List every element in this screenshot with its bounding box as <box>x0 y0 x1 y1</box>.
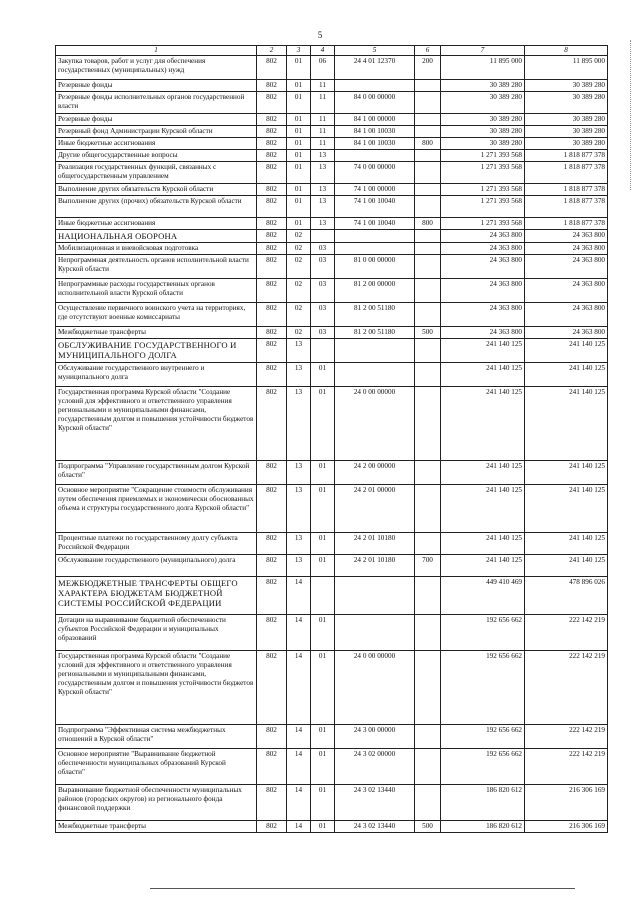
cell-section: 13 <box>287 533 311 555</box>
cell-amount-2: 1 818 877 378 <box>525 150 608 162</box>
cell-amount-1: 30 389 280 <box>441 80 525 92</box>
cell-subsection: 13 <box>311 162 335 184</box>
table-row <box>56 785 608 821</box>
cell-expense-type <box>415 80 441 92</box>
cell-glav: 802 <box>257 114 287 126</box>
cell-subsection: 01 <box>311 461 335 485</box>
table-row <box>56 387 608 461</box>
cell-name: Процентные платежи по государственному долгу субъекта Российской Федерации <box>56 533 257 555</box>
cell-amount-2: 1 818 877 378 <box>525 184 608 196</box>
cell-name: Резервный фонд Администрации Курской области <box>56 126 257 138</box>
cell-target-article: 81 2 00 00000 <box>335 279 415 303</box>
table-row <box>56 651 608 725</box>
header-col-8: 8 <box>525 46 608 56</box>
cell-glav: 802 <box>257 255 287 279</box>
cell-subsection <box>311 577 335 615</box>
cell-amount-1: 192 656 662 <box>441 651 525 725</box>
cell-target-article: 74 1 00 00000 <box>335 184 415 196</box>
cell-amount-1: 192 656 662 <box>441 749 525 785</box>
cell-subsection: 13 <box>311 218 335 230</box>
cell-glav: 802 <box>257 243 287 255</box>
cell-amount-2: 24 363 800 <box>525 327 608 339</box>
table-row <box>56 279 608 303</box>
cell-target-article: 24 2 00 00000 <box>335 461 415 485</box>
cell-amount-2: 222 142 219 <box>525 651 608 725</box>
table-row <box>56 138 608 150</box>
cell-target-article: 84 1 00 00000 <box>335 114 415 126</box>
cell-expense-type <box>415 255 441 279</box>
cell-target-article <box>335 339 415 363</box>
cell-name: Закупка товаров, работ и услуг для обеспечения государственных (муниципальных) нужд <box>56 56 257 80</box>
cell-amount-1: 30 389 280 <box>441 114 525 126</box>
cell-name: Резервные фонды <box>56 80 257 92</box>
cell-name: Иные бюджетные ассигнования <box>56 138 257 150</box>
cell-target-article: 74 1 00 10040 <box>335 196 415 218</box>
cell-expense-type <box>415 243 441 255</box>
cell-glav: 802 <box>257 577 287 615</box>
cell-section: 14 <box>287 821 311 833</box>
cell-expense-type <box>415 387 441 461</box>
cell-name: Подпрограмма "Эффективная система межбюджетных отношений в Курской области" <box>56 725 257 749</box>
cell-target-article: 74 0 00 00000 <box>335 162 415 184</box>
cell-target-article: 84 0 00 00000 <box>335 92 415 114</box>
cell-glav: 802 <box>257 725 287 749</box>
cell-subsection: 13 <box>311 150 335 162</box>
cell-amount-1: 24 363 800 <box>441 327 525 339</box>
cell-subsection: 03 <box>311 327 335 339</box>
cell-subsection: 11 <box>311 126 335 138</box>
cell-glav: 802 <box>257 279 287 303</box>
cell-expense-type <box>415 533 441 555</box>
cell-amount-2: 24 363 800 <box>525 243 608 255</box>
cell-glav: 802 <box>257 92 287 114</box>
table-row <box>56 243 608 255</box>
cell-section: 01 <box>287 126 311 138</box>
cell-target-article <box>335 363 415 387</box>
cell-section: 01 <box>287 92 311 114</box>
cell-amount-1: 241 140 125 <box>441 485 525 533</box>
cell-amount-2: 1 818 877 378 <box>525 218 608 230</box>
cell-expense-type <box>415 339 441 363</box>
cell-name: Обслуживание государственного (муниципального) долга <box>56 555 257 577</box>
cell-amount-1: 241 140 125 <box>441 533 525 555</box>
cell-expense-type <box>415 92 441 114</box>
cell-amount-1: 30 389 280 <box>441 92 525 114</box>
cell-amount-1: 241 140 125 <box>441 555 525 577</box>
cell-target-article <box>335 80 415 92</box>
cell-amount-1: 241 140 125 <box>441 339 525 363</box>
cell-section: 02 <box>287 279 311 303</box>
cell-amount-2: 1 818 877 378 <box>525 196 608 218</box>
cell-glav: 802 <box>257 821 287 833</box>
table-row <box>56 114 608 126</box>
cell-glav: 802 <box>257 651 287 725</box>
cell-amount-2: 24 363 800 <box>525 279 608 303</box>
cell-glav: 802 <box>257 327 287 339</box>
cell-glav: 802 <box>257 363 287 387</box>
cell-glav: 802 <box>257 162 287 184</box>
cell-name: ОБСЛУЖИВАНИЕ ГОСУДАРСТВЕННОГО И МУНИЦИПАЛЬНОГО ДОЛГА <box>56 339 257 363</box>
cell-amount-2: 241 140 125 <box>525 555 608 577</box>
cell-subsection: 01 <box>311 363 335 387</box>
cell-amount-2: 30 389 280 <box>525 80 608 92</box>
cell-name: Выполнение других обязательств Курской области <box>56 184 257 196</box>
page-number: 5 <box>317 30 323 40</box>
cell-amount-1: 241 140 125 <box>441 387 525 461</box>
cell-expense-type <box>415 184 441 196</box>
cell-subsection: 01 <box>311 651 335 725</box>
cell-amount-1: 1 271 393 568 <box>441 162 525 184</box>
cell-amount-2: 216 306 169 <box>525 821 608 833</box>
table-row <box>56 725 608 749</box>
table-body <box>56 56 608 833</box>
cell-subsection <box>311 230 335 243</box>
cell-glav: 802 <box>257 218 287 230</box>
header-col-5: 5 <box>335 46 415 56</box>
cell-name: Основное мероприятие "Сокращение стоимости обслуживания путем обеспечения приемлемых и экономически обоснованных объема и структуры государственного долга Курской области" <box>56 485 257 533</box>
cell-name: Подпрограмма "Управление государственным долгом Курской области" <box>56 461 257 485</box>
cell-expense-type: 500 <box>415 821 441 833</box>
cell-subsection: 11 <box>311 138 335 150</box>
cell-name: МЕЖБЮДЖЕТНЫЕ ТРАНСФЕРТЫ ОБЩЕГО ХАРАКТЕРА БЮДЖЕТАМ БЮДЖЕТНОЙ СИСТЕМЫ РОССИЙСКОЙ ФЕДЕРАЦИИ <box>56 577 257 615</box>
cell-expense-type <box>415 230 441 243</box>
table-row <box>56 363 608 387</box>
cell-subsection: 01 <box>311 387 335 461</box>
table-row <box>56 162 608 184</box>
cell-expense-type <box>415 485 441 533</box>
table-row <box>56 555 608 577</box>
cell-name: Реализация государственных функций, связанных с общегосударственным управлением <box>56 162 257 184</box>
cell-subsection: 11 <box>311 80 335 92</box>
cell-glav: 802 <box>257 387 287 461</box>
table-row <box>56 485 608 533</box>
header-col-1: 1 <box>56 46 257 56</box>
cell-section: 14 <box>287 651 311 725</box>
cell-subsection: 06 <box>311 56 335 80</box>
cell-target-article: 24 2 01 10180 <box>335 533 415 555</box>
cell-section: 02 <box>287 303 311 327</box>
cell-subsection: 03 <box>311 243 335 255</box>
header-col-2: 2 <box>257 46 287 56</box>
table-row <box>56 749 608 785</box>
cell-amount-2: 24 363 800 <box>525 230 608 243</box>
header-col-4: 4 <box>311 46 335 56</box>
cell-section: 01 <box>287 196 311 218</box>
cell-target-article: 24 3 00 00000 <box>335 725 415 749</box>
cell-subsection: 11 <box>311 114 335 126</box>
cell-expense-type <box>415 577 441 615</box>
cell-expense-type <box>415 303 441 327</box>
cell-name: Другие общегосударственные вопросы <box>56 150 257 162</box>
cell-target-article: 24 2 01 10180 <box>335 555 415 577</box>
table-row <box>56 255 608 279</box>
cell-expense-type <box>415 363 441 387</box>
cell-section: 02 <box>287 230 311 243</box>
cell-target-article <box>335 230 415 243</box>
cell-subsection: 01 <box>311 555 335 577</box>
cell-name: Резервные фонды исполнительных органов государственной власти <box>56 92 257 114</box>
cell-section: 02 <box>287 327 311 339</box>
cell-expense-type <box>415 114 441 126</box>
cell-name: НАЦИОНАЛЬНАЯ ОБОРОНА <box>56 230 257 243</box>
cell-subsection: 01 <box>311 533 335 555</box>
cell-glav: 802 <box>257 615 287 651</box>
cell-glav: 802 <box>257 555 287 577</box>
cell-amount-1: 241 140 125 <box>441 461 525 485</box>
cell-amount-2: 241 140 125 <box>525 339 608 363</box>
cell-amount-2: 30 389 280 <box>525 114 608 126</box>
cell-amount-1: 1 271 393 568 <box>441 150 525 162</box>
cell-glav: 802 <box>257 339 287 363</box>
cell-subsection: 03 <box>311 279 335 303</box>
cell-glav: 802 <box>257 303 287 327</box>
cell-target-article: 24 0 00 00000 <box>335 387 415 461</box>
cell-amount-2: 222 142 219 <box>525 749 608 785</box>
cell-amount-2: 478 896 026 <box>525 577 608 615</box>
cell-section: 01 <box>287 162 311 184</box>
cell-amount-1: 1 271 393 568 <box>441 184 525 196</box>
header-col-7: 7 <box>441 46 525 56</box>
cell-name: Дотации на выравнивание бюджетной обеспеченности субъектов Российской Федерации и муниципальных образований <box>56 615 257 651</box>
cell-expense-type: 700 <box>415 555 441 577</box>
cell-subsection: 01 <box>311 725 335 749</box>
cell-section: 13 <box>287 363 311 387</box>
cell-section: 13 <box>287 461 311 485</box>
cell-glav: 802 <box>257 461 287 485</box>
cell-section: 01 <box>287 184 311 196</box>
cell-target-article: 74 1 00 10040 <box>335 218 415 230</box>
cell-subsection: 03 <box>311 303 335 327</box>
cell-glav: 802 <box>257 196 287 218</box>
cell-glav: 802 <box>257 533 287 555</box>
cell-amount-1: 24 363 800 <box>441 243 525 255</box>
cell-expense-type: 800 <box>415 138 441 150</box>
cell-amount-1: 24 363 800 <box>441 255 525 279</box>
cell-target-article: 24 3 02 13440 <box>335 785 415 821</box>
table-row <box>56 339 608 363</box>
cell-subsection: 01 <box>311 749 335 785</box>
table-row <box>56 615 608 651</box>
cell-amount-1: 186 820 612 <box>441 785 525 821</box>
cell-name: Государственная программа Курской области "Создание условий для эффективного и ответственного управления региональными и муниципальными финансами, государственным долгом и повышения устойчивости бюджетов Курской области" <box>56 387 257 461</box>
cell-expense-type <box>415 615 441 651</box>
cell-target-article: 24 0 00 00000 <box>335 651 415 725</box>
table-header-row <box>56 46 608 56</box>
cell-section: 01 <box>287 80 311 92</box>
cell-target-article: 24 3 02 13440 <box>335 821 415 833</box>
cell-name: Осуществление первичного воинского учета на территориях, где отсутствуют военные комиссариаты <box>56 303 257 327</box>
cell-subsection: 11 <box>311 92 335 114</box>
cell-subsection <box>311 339 335 363</box>
table-row <box>56 577 608 615</box>
cell-expense-type <box>415 196 441 218</box>
cell-section: 01 <box>287 56 311 80</box>
cell-section: 14 <box>287 725 311 749</box>
cell-name: Обслуживание государственного внутреннего и муниципального долга <box>56 363 257 387</box>
cell-name: Непрограммная деятельность органов исполнительной власти Курской области <box>56 255 257 279</box>
cell-name: Межбюджетные трансферты <box>56 327 257 339</box>
cell-glav: 802 <box>257 56 287 80</box>
cell-glav: 802 <box>257 150 287 162</box>
table-row <box>56 126 608 138</box>
cell-subsection: 01 <box>311 485 335 533</box>
cell-amount-1: 24 363 800 <box>441 230 525 243</box>
cell-expense-type <box>415 785 441 821</box>
cell-target-article: 24 2 01 00000 <box>335 485 415 533</box>
table-row <box>56 56 608 80</box>
cell-section: 01 <box>287 150 311 162</box>
cell-name: Межбюджетные трансферты <box>56 821 257 833</box>
cell-amount-2: 11 895 000 <box>525 56 608 80</box>
cell-amount-1: 24 363 800 <box>441 303 525 327</box>
table-row <box>56 461 608 485</box>
cell-subsection: 03 <box>311 255 335 279</box>
cell-section: 01 <box>287 138 311 150</box>
cell-amount-2: 30 389 280 <box>525 138 608 150</box>
cell-name: Государственная программа Курской области "Создание условий для эффективного и ответственного управления региональными и муниципальными финансами, государственным долгом и повышения устойчивости бюджетов Курской области" <box>56 651 257 725</box>
cell-glav: 802 <box>257 230 287 243</box>
table-row <box>56 80 608 92</box>
header-col-3: 3 <box>287 46 311 56</box>
cell-subsection: 01 <box>311 785 335 821</box>
cell-target-article: 84 1 00 10030 <box>335 138 415 150</box>
cell-amount-2: 30 389 280 <box>525 126 608 138</box>
cell-amount-1: 241 140 125 <box>441 363 525 387</box>
cell-expense-type <box>415 725 441 749</box>
cell-section: 14 <box>287 615 311 651</box>
cell-subsection: 13 <box>311 196 335 218</box>
cell-amount-2: 241 140 125 <box>525 387 608 461</box>
budget-table <box>55 45 608 833</box>
cell-amount-1: 1 271 393 568 <box>441 196 525 218</box>
cell-amount-2: 216 306 169 <box>525 785 608 821</box>
cell-glav: 802 <box>257 126 287 138</box>
cell-amount-2: 241 140 125 <box>525 461 608 485</box>
cell-target-article: 24 4 01 12370 <box>335 56 415 80</box>
cell-glav: 802 <box>257 80 287 92</box>
cell-target-article: 81 2 00 51180 <box>335 303 415 327</box>
cell-section: 13 <box>287 485 311 533</box>
cell-glav: 802 <box>257 785 287 821</box>
bottom-rule <box>150 888 575 889</box>
cell-amount-1: 30 389 280 <box>441 126 525 138</box>
table-row <box>56 150 608 162</box>
cell-section: 14 <box>287 577 311 615</box>
cell-name: Мобилизационная и вневойсковая подготовка <box>56 243 257 255</box>
cell-amount-2: 241 140 125 <box>525 533 608 555</box>
cell-expense-type <box>415 651 441 725</box>
cell-amount-2: 24 363 800 <box>525 255 608 279</box>
cell-section: 01 <box>287 114 311 126</box>
cell-target-article <box>335 615 415 651</box>
table-row <box>56 533 608 555</box>
cell-subsection: 01 <box>311 615 335 651</box>
cell-name: Иные бюджетные ассигнования <box>56 218 257 230</box>
cell-name: Непрограммные расходы государственных органов исполнительной власти Курской области <box>56 279 257 303</box>
cell-amount-2: 24 363 800 <box>525 303 608 327</box>
cell-target-article: 24 3 02 00000 <box>335 749 415 785</box>
cell-section: 01 <box>287 218 311 230</box>
cell-target-article: 84 1 00 10030 <box>335 126 415 138</box>
cell-expense-type <box>415 279 441 303</box>
cell-subsection: 01 <box>311 821 335 833</box>
scan-edge-mark <box>630 40 637 190</box>
cell-expense-type: 200 <box>415 56 441 80</box>
cell-amount-1: 30 389 280 <box>441 138 525 150</box>
table-row <box>56 218 608 230</box>
cell-target-article <box>335 243 415 255</box>
cell-amount-2: 222 142 219 <box>525 725 608 749</box>
cell-expense-type <box>415 749 441 785</box>
cell-glav: 802 <box>257 184 287 196</box>
table-row <box>56 303 608 327</box>
table-row <box>56 327 608 339</box>
table-row <box>56 230 608 243</box>
cell-section: 13 <box>287 387 311 461</box>
cell-subsection: 13 <box>311 184 335 196</box>
cell-section: 13 <box>287 555 311 577</box>
cell-amount-2: 241 140 125 <box>525 363 608 387</box>
cell-glav: 802 <box>257 138 287 150</box>
cell-amount-1: 24 363 800 <box>441 279 525 303</box>
cell-amount-1: 1 271 393 568 <box>441 218 525 230</box>
cell-expense-type <box>415 162 441 184</box>
cell-amount-2: 1 818 877 378 <box>525 162 608 184</box>
cell-name: Резервные фонды <box>56 114 257 126</box>
cell-amount-1: 192 656 662 <box>441 615 525 651</box>
table-row <box>56 196 608 218</box>
cell-glav: 802 <box>257 749 287 785</box>
cell-expense-type <box>415 461 441 485</box>
cell-amount-1: 192 656 662 <box>441 725 525 749</box>
cell-amount-1: 11 895 000 <box>441 56 525 80</box>
cell-section: 14 <box>287 749 311 785</box>
cell-section: 14 <box>287 785 311 821</box>
cell-target-article: 81 0 00 00000 <box>335 255 415 279</box>
cell-amount-1: 186 820 612 <box>441 821 525 833</box>
cell-section: 02 <box>287 255 311 279</box>
cell-target-article: 81 2 00 51180 <box>335 327 415 339</box>
cell-name: Основное мероприятие "Выравнивание бюджетной обеспеченности муниципальных образований Курской области" <box>56 749 257 785</box>
cell-expense-type <box>415 150 441 162</box>
cell-name: Выполнение других (прочих) обязательств Курской области <box>56 196 257 218</box>
table-row <box>56 821 608 833</box>
cell-name: Выравнивание бюджетной обеспеченности муниципальных районов (городских округов) из регионального фонда финансовой поддержки <box>56 785 257 821</box>
cell-expense-type <box>415 126 441 138</box>
table-row <box>56 92 608 114</box>
cell-amount-2: 30 389 280 <box>525 92 608 114</box>
cell-section: 13 <box>287 339 311 363</box>
cell-glav: 802 <box>257 485 287 533</box>
cell-amount-2: 241 140 125 <box>525 485 608 533</box>
cell-amount-1: 449 410 469 <box>441 577 525 615</box>
cell-section: 02 <box>287 243 311 255</box>
cell-amount-2: 222 142 219 <box>525 615 608 651</box>
table-row <box>56 184 608 196</box>
cell-expense-type: 500 <box>415 327 441 339</box>
header-col-6: 6 <box>415 46 441 56</box>
cell-expense-type: 800 <box>415 218 441 230</box>
cell-target-article <box>335 150 415 162</box>
cell-target-article <box>335 577 415 615</box>
